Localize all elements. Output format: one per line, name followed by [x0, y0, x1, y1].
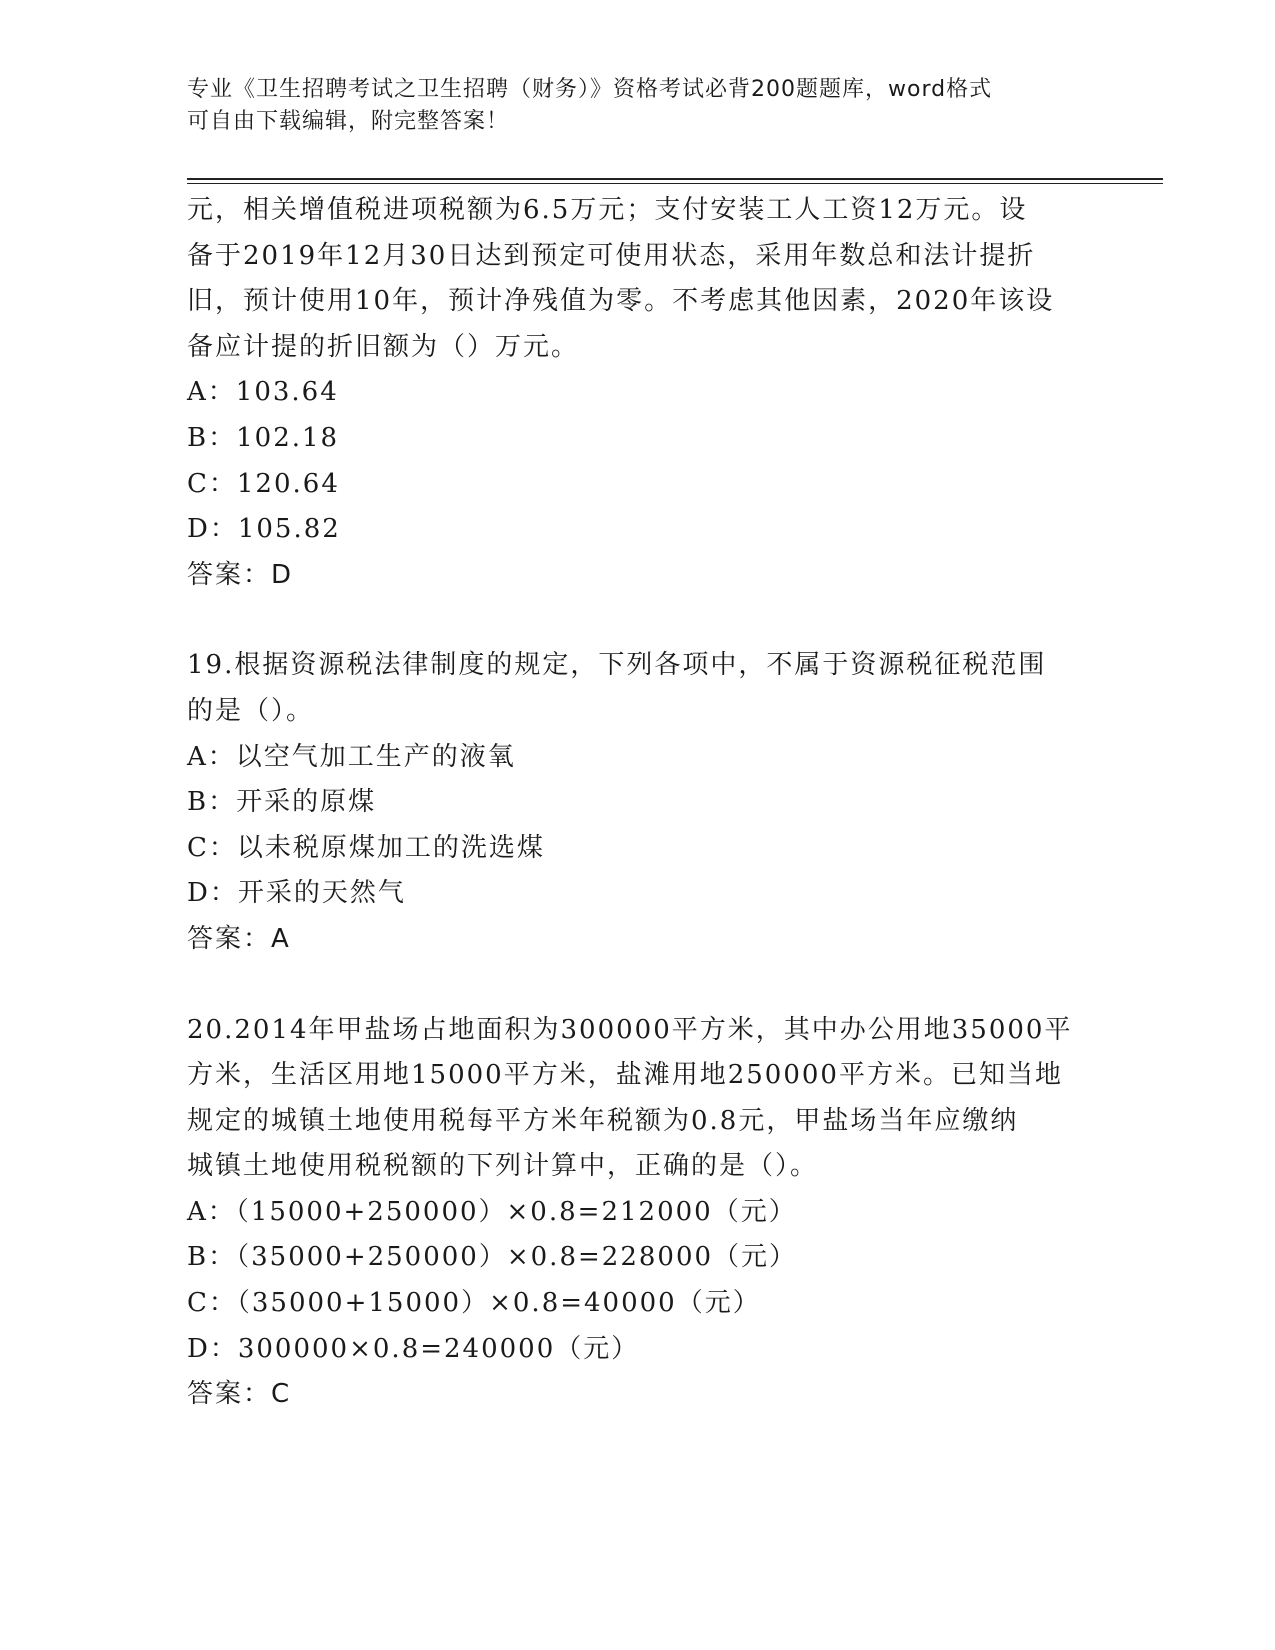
option-c: C：以未税原煤加工的洗选煤	[187, 832, 545, 863]
question-spacer	[187, 598, 1087, 643]
question-20	[187, 1008, 1087, 1418]
header-line-2: 可自由下载编辑，附完整答案！	[187, 109, 510, 134]
question-18	[187, 188, 1087, 598]
option-d: D：300000×0.8=240000（元）	[187, 1333, 640, 1364]
answer-line: 答案：D	[187, 559, 294, 590]
option-b: B：102.18	[187, 422, 340, 453]
question-stem-line: 备应计提的折旧额为（）万元。	[187, 331, 580, 362]
option-d: D：105.82	[187, 514, 341, 545]
question-stem-line: 20.2014年甲盐场占地面积为300000平方米，其中办公用地35000平	[187, 1014, 1073, 1045]
option-a: A：以空气加工生产的液氧	[187, 741, 516, 772]
option-c: C：120.64	[187, 468, 340, 499]
document-body	[187, 188, 1087, 1418]
question-spacer	[187, 963, 1087, 1008]
option-c: C：（35000+15000）×0.8=40000（元）	[187, 1288, 761, 1319]
question-stem-line: 城镇土地使用税税额的下列计算中，正确的是（）。	[187, 1151, 819, 1182]
question-stem-line: 规定的城镇土地使用税每平方米年税额为0.8元，甲盐场当年应缴纳	[187, 1105, 1019, 1136]
question-stem-line: 元，相关增值税进项税额为6.5万元；支付安装工人工资12万元。设	[187, 195, 1028, 225]
header-divider-thin	[187, 183, 1163, 184]
document-header	[187, 74, 1087, 138]
header-line-1: 专业《卫生招聘考试之卫生招聘（财务）》资格考试必背200题题库，word格式	[187, 77, 993, 102]
header-divider-thick	[187, 178, 1163, 180]
option-b: B：（35000+250000）×0.8=228000（元）	[187, 1242, 798, 1273]
option-d: D：开采的天然气	[187, 878, 406, 909]
question-stem-line: 的是（）。	[187, 695, 315, 726]
option-b: B：开采的原煤	[187, 787, 377, 818]
answer-line: 答案：C	[187, 1379, 292, 1410]
question-stem-line: 方米，生活区用地15000平方米，盐滩用地250000平方米。已知当地	[187, 1060, 1063, 1091]
question-stem-line: 备于2019年12月30日达到预定可使用状态，采用年数总和法计提折	[187, 240, 1036, 271]
question-stem-line: 旧，预计使用10年，预计净残值为零。不考虑其他因素，2020年该设	[187, 286, 1055, 317]
option-a: A：103.64	[187, 377, 339, 408]
question-19	[187, 643, 1087, 962]
option-a: A：（15000+250000）×0.8=212000（元）	[187, 1196, 797, 1227]
answer-line: 答案：A	[187, 923, 291, 954]
question-stem-line: 19.根据资源税法律制度的规定，下列各项中，不属于资源税征税范围	[187, 650, 1047, 681]
